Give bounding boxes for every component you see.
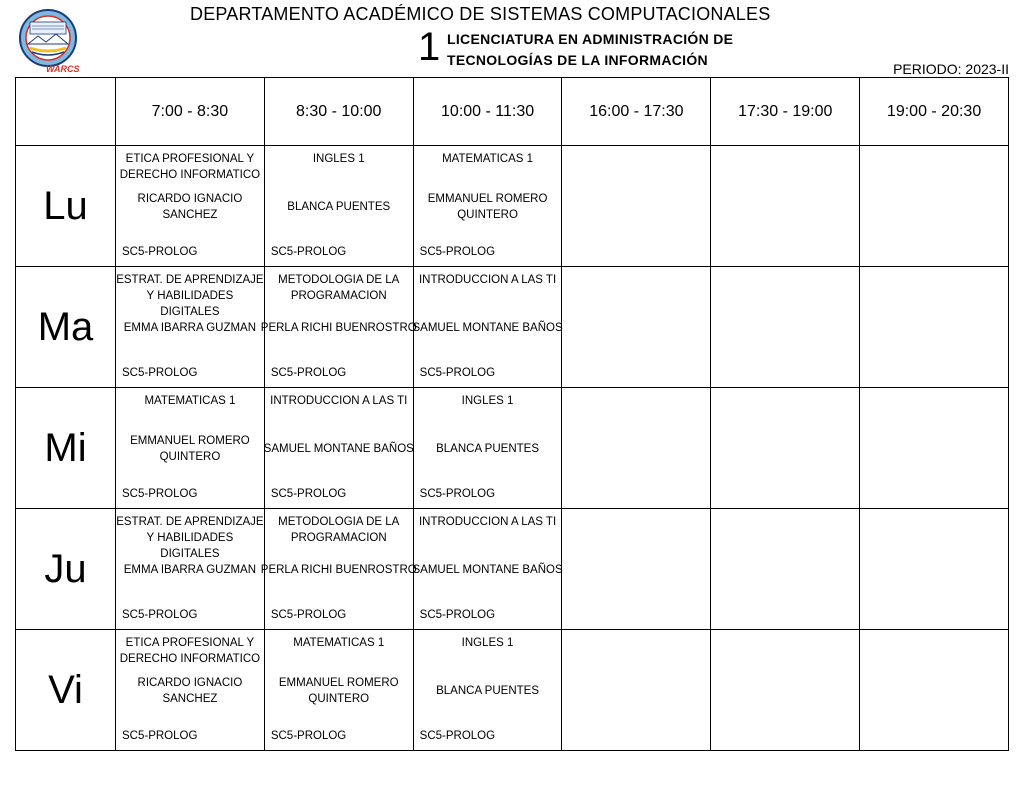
empty-slot bbox=[562, 267, 711, 388]
class-slot bbox=[260, 267, 417, 388]
teacher-name: RICARDO IGNACIO SANCHEZ bbox=[137, 193, 243, 221]
class-slot bbox=[413, 509, 562, 630]
day-row bbox=[16, 267, 1009, 388]
class-slot bbox=[116, 388, 265, 509]
schedule-table bbox=[15, 77, 1009, 751]
time-header: 17:30 - 19:00 bbox=[711, 78, 860, 146]
semester-number: 1 bbox=[418, 25, 441, 69]
class-slot bbox=[260, 509, 417, 630]
time-header: 16:00 - 17:30 bbox=[562, 78, 711, 146]
teacher-name: RICARDO IGNACIO SANCHEZ bbox=[137, 677, 243, 705]
class-slot bbox=[413, 630, 562, 751]
room-code: SC5-PROLOG bbox=[122, 246, 198, 258]
subject-name: MATEMATICAS 1 bbox=[144, 395, 236, 407]
subject-name: INTRODUCCION A LAS TI bbox=[418, 274, 557, 286]
empty-slot bbox=[711, 267, 860, 388]
room-code: SC5-PROLOG bbox=[122, 367, 198, 379]
subject-name: INGLES 1 bbox=[461, 637, 514, 649]
time-header: 19:00 - 20:30 bbox=[860, 78, 1009, 146]
room-code: SC5-PROLOG bbox=[122, 730, 198, 742]
room-code: SC5-PROLOG bbox=[270, 730, 347, 742]
class-slot bbox=[413, 388, 562, 509]
teacher-name: BLANCA PUENTES bbox=[436, 685, 540, 697]
time-header: 8:30 - 10:00 bbox=[264, 78, 413, 146]
room-code: SC5-PROLOG bbox=[270, 488, 347, 500]
day-row bbox=[16, 630, 1009, 751]
time-header: 7:00 - 8:30 bbox=[116, 78, 265, 146]
teacher-name: EMMANUEL ROMERO QUINTERO bbox=[427, 193, 548, 221]
day-label: Mi bbox=[16, 388, 116, 509]
teacher-name: PERLA RICHI BUENROSTRO bbox=[260, 564, 417, 576]
room-code: SC5-PROLOG bbox=[419, 246, 496, 258]
teacher-name: SAMUEL MONTANE BAÑOS bbox=[412, 322, 563, 334]
subject-name: INGLES 1 bbox=[461, 395, 514, 407]
period-label: PERIODO: 2023-II bbox=[893, 61, 1009, 77]
room-code: SC5-PROLOG bbox=[419, 488, 496, 500]
empty-slot bbox=[711, 388, 860, 509]
subject-name: MATEMATICAS 1 bbox=[293, 637, 385, 649]
subject-name: METODOLOGIA DE LA PROGRAMACION bbox=[278, 516, 400, 544]
subject-name: MATEMATICAS 1 bbox=[442, 153, 534, 165]
subject-name: ESTRAT. DE APRENDIZAJE Y HABILIDADES DIGITALES bbox=[116, 516, 264, 560]
teacher-name: EMMA IBARRA GUZMAN bbox=[123, 322, 257, 334]
day-label: Ma bbox=[16, 267, 116, 388]
class-slot bbox=[413, 146, 562, 267]
day-label: Vi bbox=[16, 630, 116, 751]
room-code: SC5-PROLOG bbox=[419, 367, 496, 379]
empty-slot bbox=[860, 630, 1009, 751]
day-label: Ju bbox=[16, 509, 116, 630]
day-row bbox=[16, 388, 1009, 509]
department-logo bbox=[16, 8, 80, 74]
empty-slot bbox=[562, 509, 711, 630]
teacher-name: EMMANUEL ROMERO QUINTERO bbox=[130, 435, 250, 463]
empty-slot bbox=[562, 388, 711, 509]
subject-name: INGLES 1 bbox=[312, 153, 365, 165]
teacher-name: SAMUEL MONTANE BAÑOS bbox=[412, 564, 563, 576]
logo-wordmark: WARCS bbox=[46, 64, 80, 74]
program-title-line2: TECNOLOGÍAS DE LA INFORMACIÓN bbox=[447, 52, 708, 68]
teacher-name: PERLA RICHI BUENROSTRO bbox=[260, 322, 417, 334]
time-header: 10:00 - 11:30 bbox=[413, 78, 562, 146]
teacher-name: BLANCA PUENTES bbox=[436, 443, 540, 455]
subject-name: ESTRAT. DE APRENDIZAJE Y HABILIDADES DIGITALES bbox=[116, 274, 264, 318]
corner-cell bbox=[16, 78, 116, 146]
teacher-name: SAMUEL MONTANE BAÑOS bbox=[263, 443, 414, 455]
class-slot bbox=[413, 267, 562, 388]
empty-slot bbox=[711, 630, 860, 751]
class-slot bbox=[116, 146, 265, 267]
teacher-name: BLANCA PUENTES bbox=[287, 201, 391, 213]
program-title-line1: LICENCIATURA EN ADMINISTRACIÓN DE bbox=[447, 31, 734, 47]
program-title bbox=[447, 29, 733, 71]
room-code: SC5-PROLOG bbox=[122, 609, 198, 621]
header-row bbox=[16, 78, 1009, 146]
room-code: SC5-PROLOG bbox=[419, 609, 496, 621]
department-title: DEPARTAMENTO ACADÉMICO DE SISTEMAS COMPUTACIONALES bbox=[190, 4, 771, 24]
subject-name: ETICA PROFESIONAL Y DERECHO INFORMATICO bbox=[119, 153, 261, 181]
day-label: Lu bbox=[16, 146, 116, 267]
class-slot bbox=[116, 509, 265, 630]
empty-slot bbox=[860, 146, 1009, 267]
room-code: SC5-PROLOG bbox=[419, 730, 496, 742]
teacher-name: EMMANUEL ROMERO QUINTERO bbox=[278, 677, 399, 705]
empty-slot bbox=[860, 267, 1009, 388]
class-slot bbox=[264, 630, 413, 751]
empty-slot bbox=[860, 388, 1009, 509]
room-code: SC5-PROLOG bbox=[122, 488, 198, 500]
teacher-name: EMMA IBARRA GUZMAN bbox=[123, 564, 257, 576]
class-slot bbox=[116, 630, 265, 751]
empty-slot bbox=[711, 146, 860, 267]
subject-name: INTRODUCCION A LAS TI bbox=[270, 395, 408, 407]
class-slot bbox=[264, 388, 413, 509]
room-code: SC5-PROLOG bbox=[270, 609, 347, 621]
day-row bbox=[16, 146, 1009, 267]
room-code: SC5-PROLOG bbox=[270, 246, 347, 258]
subject-name: ETICA PROFESIONAL Y DERECHO INFORMATICO bbox=[119, 637, 261, 665]
day-row bbox=[16, 509, 1009, 630]
empty-slot bbox=[562, 146, 711, 267]
class-slot bbox=[116, 267, 265, 388]
empty-slot bbox=[860, 509, 1009, 630]
empty-slot bbox=[562, 630, 711, 751]
subject-name: INTRODUCCION A LAS TI bbox=[418, 516, 557, 528]
subject-name: METODOLOGIA DE LA PROGRAMACION bbox=[278, 274, 400, 302]
room-code: SC5-PROLOG bbox=[270, 367, 347, 379]
class-slot bbox=[264, 146, 413, 267]
empty-slot bbox=[711, 509, 860, 630]
